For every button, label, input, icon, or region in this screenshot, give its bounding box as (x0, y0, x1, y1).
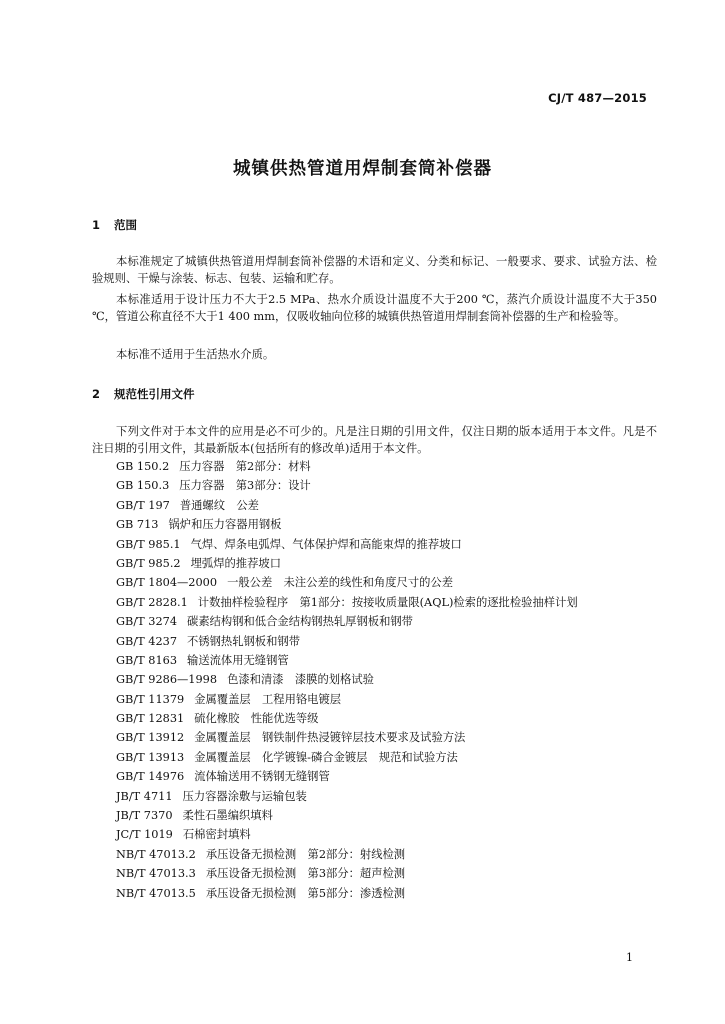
reference-item (116, 864, 676, 883)
reference-code: GB/T 197 (116, 498, 170, 512)
scope-paragraph-1: 本标准规定了城镇供热管道用焊制套筒补偿器的术语和定义、分类和标记、一般要求、要求、试验方法、检验规则、干燥与涂装、标志、包装、运输和贮存。 (92, 255, 657, 286)
reference-item (116, 535, 676, 554)
reference-item (116, 787, 676, 806)
reference-code: GB/T 985.1 (116, 537, 181, 551)
reference-item (116, 825, 676, 844)
references-intro: 下列文件对于本文件的应用是必不可少的。凡是注日期的引用文件，仅注日期的版本适用于本文件。凡是不注日期的引用文件，其最新版本(包括所有的修改单)适用于本文件。 (92, 425, 657, 456)
reference-item (116, 806, 676, 825)
reference-code: GB 713 (116, 518, 159, 532)
scope-paragraph-2: 本标准适用于设计压力不大于2.5 MPa、热水介质设计温度不大于200 ℃，蒸汽介质设计温度不大于350 ℃，管道公称直径不大于1 400 mm，仅吸收轴向位移的城镇供热管道用焊制套筒补偿器的生产和检验等。 (92, 293, 657, 324)
reference-code: GB/T 12831 (116, 712, 185, 726)
reference-item (116, 496, 676, 515)
reference-code: GB/T 13912 (116, 731, 185, 745)
section-1-heading (92, 217, 137, 233)
reference-code: JB/T 4711 (116, 789, 173, 803)
reference-code: GB/T 2828.1 (116, 595, 188, 609)
reference-title: 硫化橡胶 性能优选等级 (194, 712, 319, 726)
reference-item (116, 709, 676, 728)
reference-item (116, 593, 676, 612)
reference-item (116, 728, 676, 747)
document-title: 城镇供热管道用焊制套筒补偿器 (233, 159, 492, 179)
section-2-number: 2 (92, 387, 101, 401)
reference-item (116, 767, 676, 786)
reference-title: 气焊、焊条电弧焊、气体保护焊和高能束焊的推荐坡口 (190, 537, 462, 551)
reference-item (116, 670, 676, 689)
reference-title: 压力容器 第2部分：材料 (179, 460, 311, 473)
reference-code: GB/T 13913 (116, 750, 185, 764)
section-2-heading (92, 386, 195, 402)
reference-item (116, 476, 676, 495)
reference-code: GB 150.3 (116, 479, 170, 493)
reference-code: JC/T 1019 (116, 828, 173, 842)
reference-title: 输送流体用无缝钢管 (187, 653, 289, 667)
reference-title: 压力容器 第3部分：设计 (179, 479, 311, 493)
reference-title: 金属覆盖层 钢铁制件热浸镀锌层技术要求及试验方法 (194, 731, 466, 745)
reference-code: GB/T 11379 (116, 692, 185, 706)
reference-code: GB 150.2 (116, 460, 170, 473)
reference-title: 金属覆盖层 化学镀镍-磷合金镀层 规范和试验方法 (194, 750, 458, 764)
reference-item (116, 845, 676, 864)
reference-item (116, 632, 676, 651)
reference-item (116, 573, 676, 592)
reference-code: NB/T 47013.5 (116, 886, 196, 900)
reference-title: 承压设备无损检测 第2部分：射线检测 (205, 847, 406, 861)
scope-paragraph-3: 本标准不适用于生活热水介质。 (116, 348, 275, 361)
reference-code: GB/T 14976 (116, 770, 185, 784)
reference-title: 承压设备无损检测 第3部分：超声检测 (205, 867, 406, 881)
reference-title: 流体输送用不锈钢无缝钢管 (194, 770, 330, 784)
reference-code: GB/T 1804—2000 (116, 576, 218, 590)
reference-title: 埋弧焊的推荐坡口 (190, 556, 281, 570)
reference-item (116, 884, 676, 903)
reference-title: 金属覆盖层 工程用铬电镀层 (194, 692, 342, 706)
reference-title: 承压设备无损检测 第5部分：渗透检测 (205, 886, 406, 900)
reference-item (116, 612, 676, 631)
reference-item (116, 554, 676, 573)
reference-title: 计数抽样检验程序 第1部分：按接收质量限(AQL)检索的逐批检验抽样计划 (197, 595, 578, 609)
reference-item (116, 748, 676, 767)
reference-code: GB/T 9286—1998 (116, 673, 218, 687)
reference-title: 色漆和清漆 漆膜的划格试验 (227, 673, 374, 687)
reference-item (116, 651, 676, 670)
reference-code: GB/T 4237 (116, 634, 178, 648)
reference-title: 柔性石墨编织填料 (182, 809, 273, 823)
reference-code: NB/T 47013.2 (116, 847, 196, 861)
section-1-title: 范围 (114, 218, 137, 232)
reference-code: JB/T 7370 (116, 809, 173, 823)
reference-code: GB/T 8163 (116, 653, 178, 667)
reference-code: GB/T 985.2 (116, 556, 181, 570)
reference-list (116, 457, 676, 903)
section-1-number: 1 (92, 218, 101, 232)
reference-code: NB/T 47013.3 (116, 867, 196, 881)
section-2-title: 规范性引用文件 (114, 387, 195, 401)
reference-item (116, 457, 676, 476)
reference-title: 石棉密封填料 (182, 828, 251, 842)
standard-code: CJ/T 487—2015 (548, 91, 647, 105)
reference-title: 压力容器涂敷与运输包装 (182, 789, 307, 803)
reference-item (116, 690, 676, 709)
reference-code: GB/T 3274 (116, 615, 178, 629)
reference-title: 普通螺纹 公差 (179, 498, 259, 512)
reference-title: 锅炉和压力容器用钢板 (168, 518, 282, 532)
reference-title: 碳素结构钢和低合金结构钢热轧厚钢板和钢带 (187, 615, 413, 629)
reference-item (116, 515, 676, 534)
reference-title: 一般公差 未注公差的线性和角度尺寸的公差 (227, 576, 454, 590)
reference-title: 不锈钢热轧钢板和钢带 (187, 634, 300, 648)
page-number: 1 (626, 951, 633, 964)
